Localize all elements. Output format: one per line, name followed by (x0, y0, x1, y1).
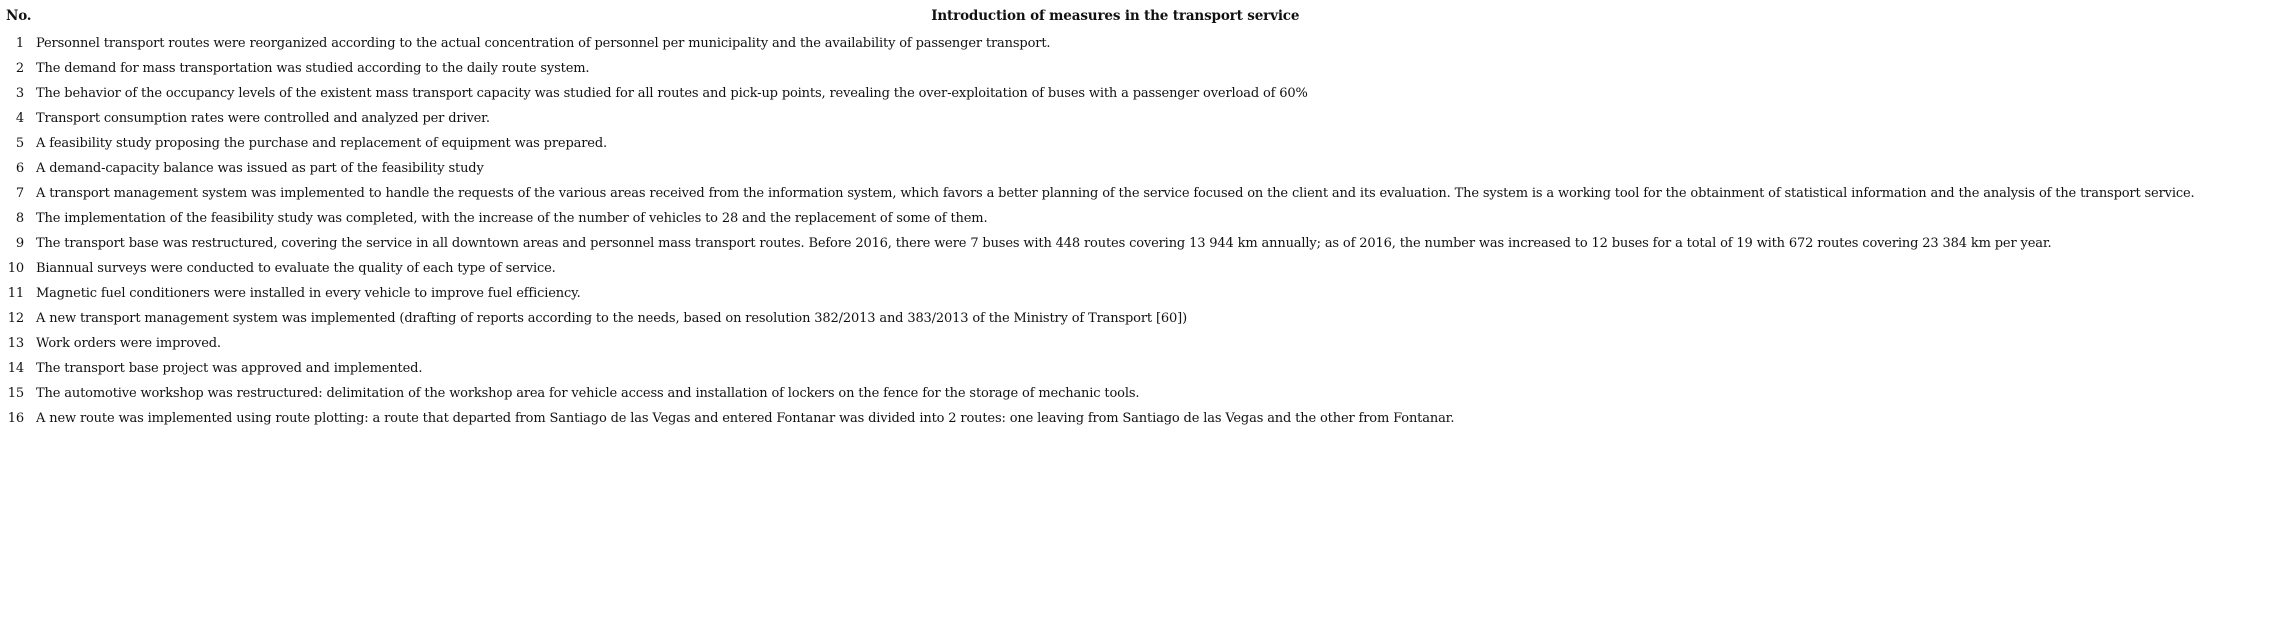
row-text: Transport consumption rates were controlled and analyzed per driver. (36, 111, 490, 126)
table-row (6, 356, 2195, 381)
row-text: Biannual surveys were conducted to evaluate the quality of each type of service. (36, 261, 556, 276)
table-row (6, 106, 2195, 131)
row-text: The implementation of the feasibility study was completed, with the increase of the number of vehicles to 28 and the replacement of some of them. (36, 211, 988, 226)
row-number: 1 (15, 36, 24, 51)
row-text: The transport base was restructured, covering the service in all downtown areas and personnel mass transport routes. Before 2016, there were 7 buses with 448 routes covering 13 944 km annually; as of 2016, the number was increased to 12 buses for a total of 19 with 672 routes covering 23 384 km per year. (36, 236, 2052, 251)
measures-table (6, 6, 2195, 431)
row-text: Work orders were improved. (36, 336, 221, 351)
table-body (6, 31, 2195, 431)
row-text: The demand for mass transportation was studied according to the daily route system. (36, 61, 590, 76)
table-row (6, 256, 2195, 281)
table-row (6, 156, 2195, 181)
table-row (6, 131, 2195, 156)
row-number: 11 (7, 286, 24, 301)
table-row (6, 381, 2195, 406)
row-number: 2 (15, 61, 24, 76)
row-text: A transport management system was implemented to handle the requests of the various areas received from the information system, which favors a better planning of the service focused on the client and its evaluation. The system is a working tool for the obtainment of statistical information and the analysis of the transport service. (36, 186, 2195, 201)
column-header-no: No. (6, 8, 32, 24)
table-row (6, 331, 2195, 356)
table-row (6, 231, 2195, 256)
table-row (6, 31, 2195, 56)
row-text: Magnetic fuel conditioners were installed in every vehicle to improve fuel efficiency. (36, 286, 581, 301)
row-number: 16 (7, 411, 24, 426)
row-number: 12 (7, 311, 24, 326)
table-row (6, 406, 2195, 431)
table-row (6, 56, 2195, 81)
row-text: A new route was implemented using route plotting: a route that departed from Santiago de las Vegas and entered Fontanar was divided into 2 routes: one leaving from Santiago de las Vegas and the other from Fontanar. (36, 411, 1455, 426)
row-number: 8 (15, 211, 24, 226)
row-number: 9 (15, 236, 24, 251)
row-text: A new transport management system was implemented (drafting of reports according to the needs, based on resolution 382/2013 and 383/2013 of the Ministry of Transport [60]) (36, 311, 1187, 326)
row-number: 13 (7, 336, 24, 351)
table-row (6, 281, 2195, 306)
row-number: 7 (15, 186, 24, 201)
table-row (6, 81, 2195, 106)
row-number: 4 (15, 111, 24, 126)
row-text: A feasibility study proposing the purchase and replacement of equipment was prepared. (36, 136, 607, 151)
row-text: A demand-capacity balance was issued as part of the feasibility study (36, 161, 484, 176)
row-number: 14 (7, 361, 24, 376)
row-text: The automotive workshop was restructured: delimitation of the workshop area for vehicle access and installation of lockers on the fence for the storage of mechanic tools. (36, 386, 1140, 401)
table-title: Introduction of measures in the transport service (931, 8, 1300, 24)
row-number: 3 (15, 86, 24, 101)
table-row (6, 306, 2195, 331)
row-number: 6 (15, 161, 24, 176)
row-text: The transport base project was approved and implemented. (36, 361, 423, 376)
table-row (6, 206, 2195, 231)
row-text: Personnel transport routes were reorganized according to the actual concentration of personnel per municipality and the availability of passenger transport. (36, 36, 1051, 51)
row-number: 5 (15, 136, 24, 151)
row-number: 15 (7, 386, 24, 401)
row-number: 10 (7, 261, 24, 276)
table-row (6, 181, 2195, 206)
table-header-row (6, 6, 2195, 31)
row-text: The behavior of the occupancy levels of the existent mass transport capacity was studied for all routes and pick-up points, revealing the over-exploitation of buses with a passenger overload of 60% (36, 86, 1308, 101)
